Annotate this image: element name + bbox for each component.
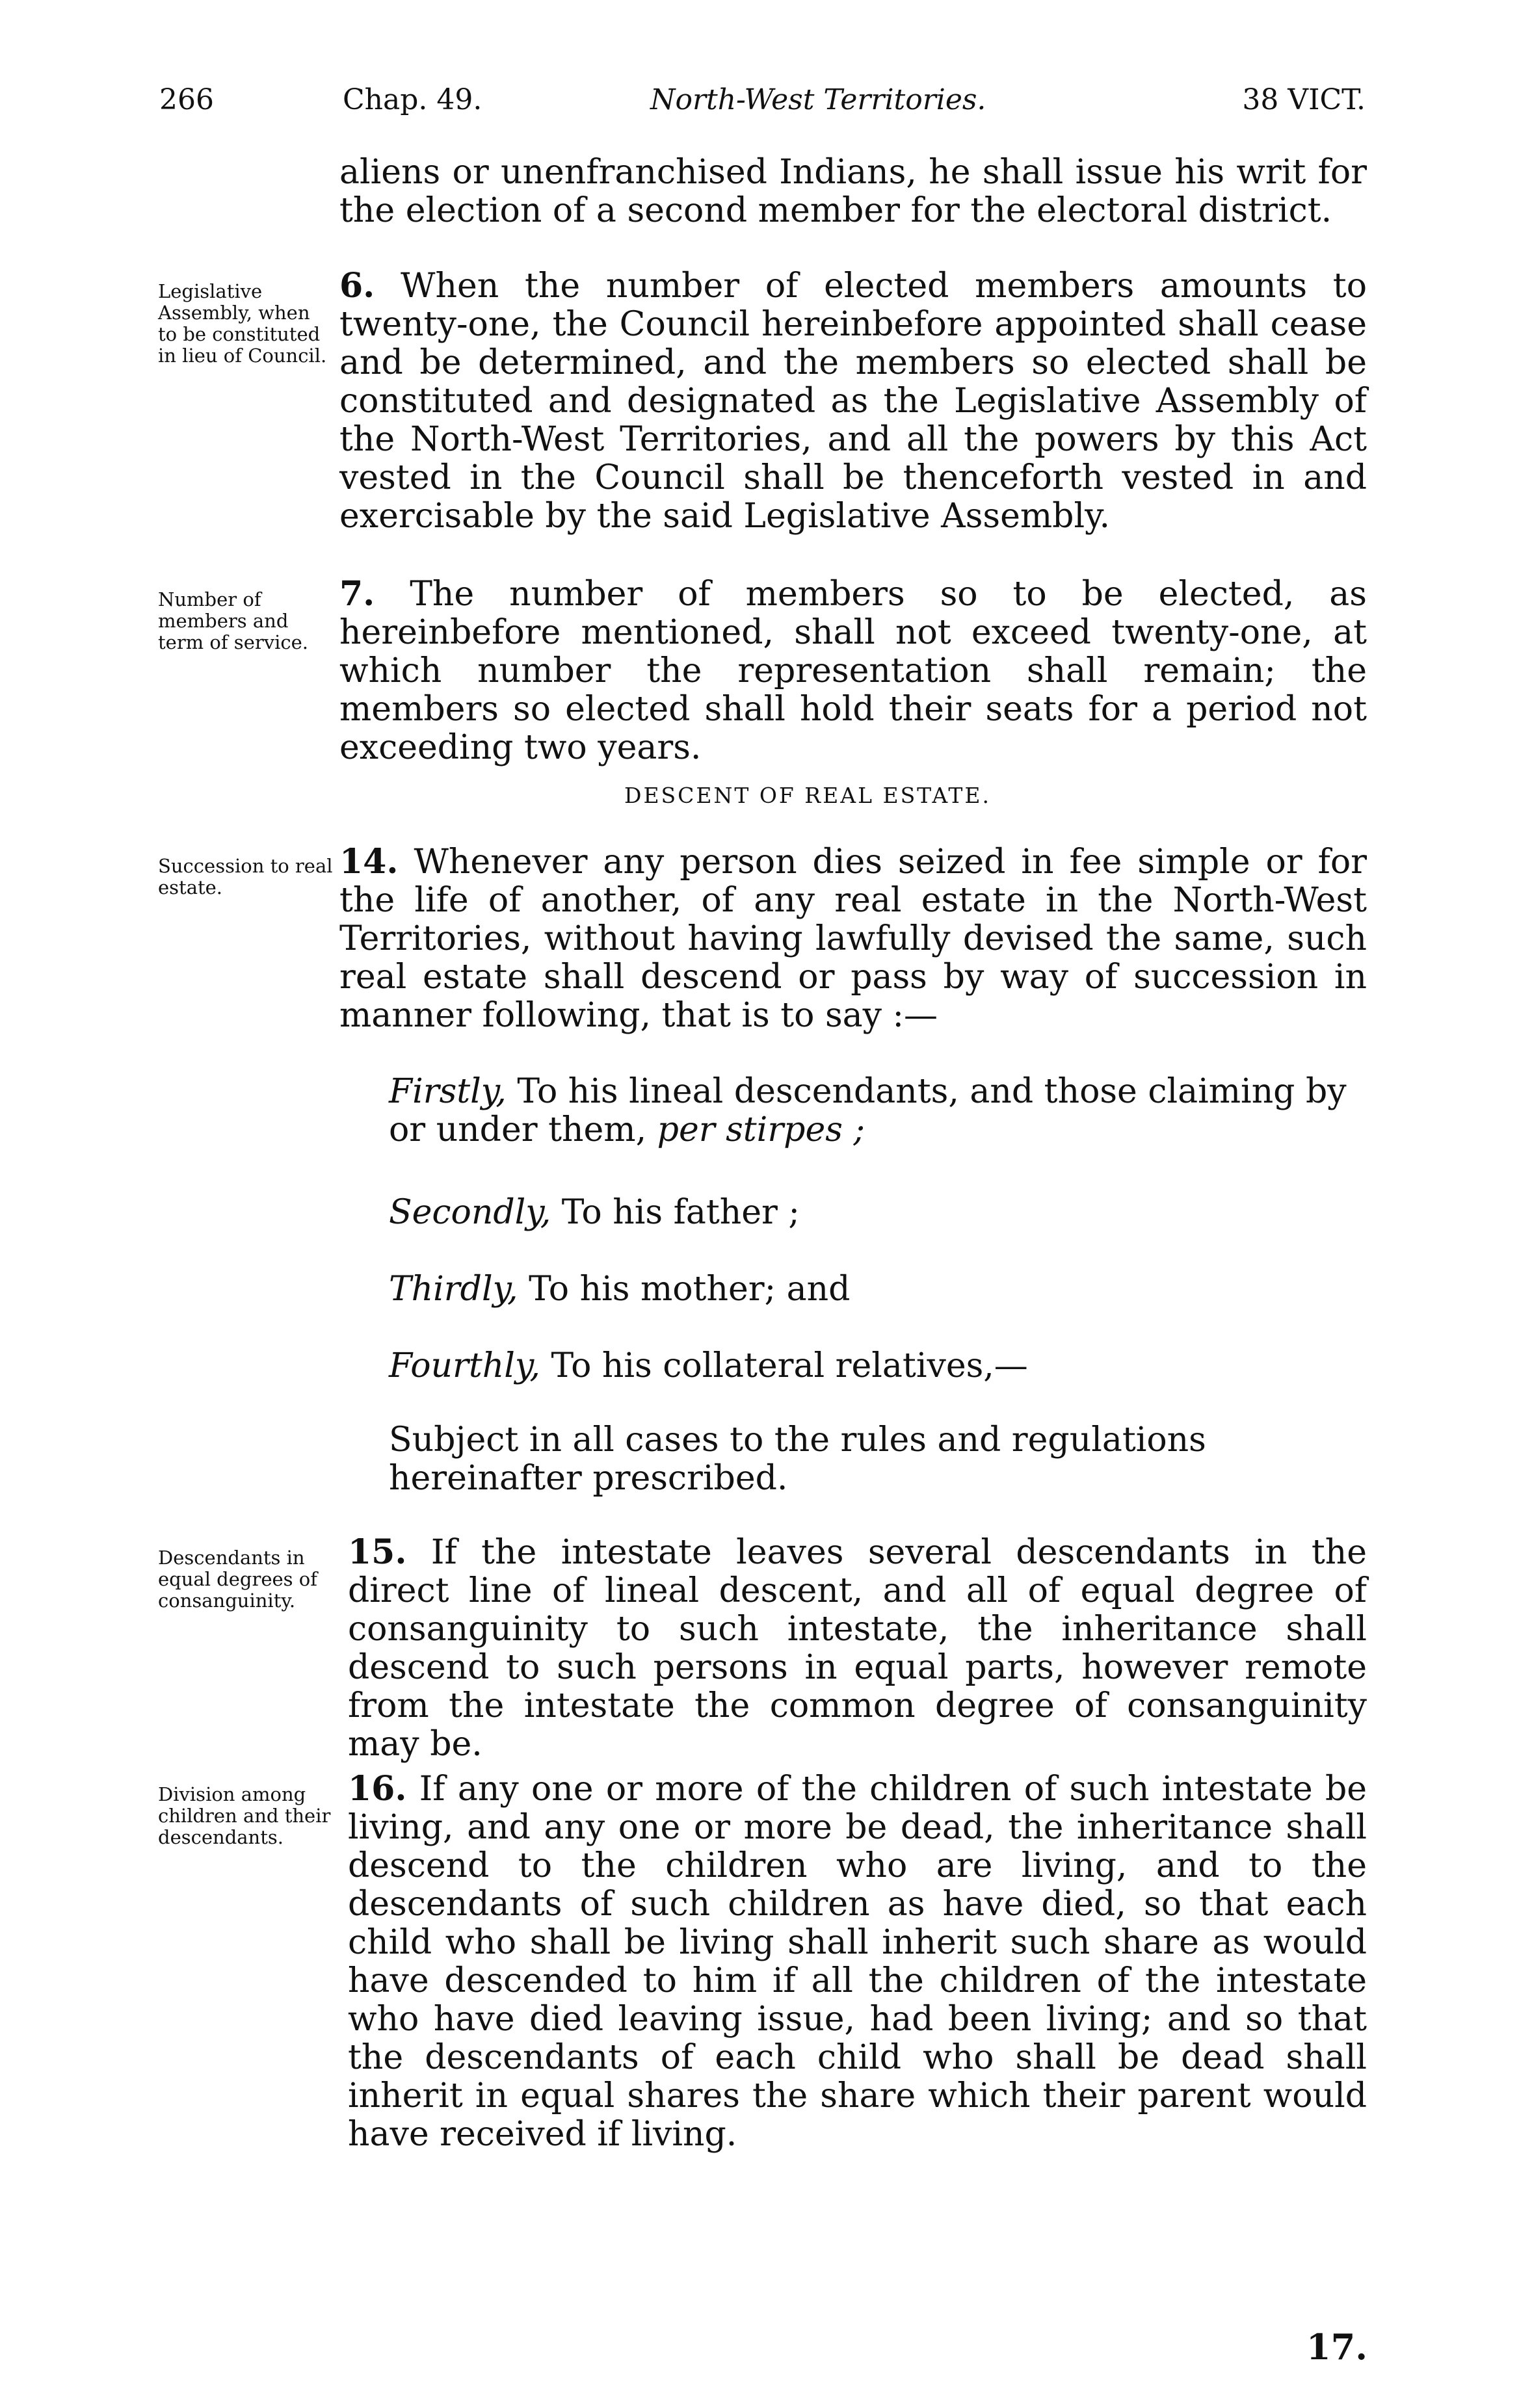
clause-text: To his lineal descendants, and those claiming by or under them, (389, 1072, 1347, 1149)
section-number: 6. (339, 266, 375, 306)
section-number: 7. (339, 574, 375, 614)
marginal-note-6: Legislative Assembly, when to be constituted in lieu of Council. (158, 280, 327, 367)
section-text: When the number of elected members amounts to twenty-one, the Council hereinbefore appointed shall cease and be determined, and the members so elected shall be constituted and designated as the Legislative Assembly of the North-West Territories, and all the powers by this Act vested in the Council shall be thenceforth vested in and exercisable by the said Legislative Assembly. (339, 267, 1367, 536)
marginal-note-14: Succession to real estate. (158, 855, 333, 898)
clause-thirdly (389, 1270, 1364, 1309)
continuation-paragraph: aliens or unenfranchised Indians, he shall issue his writ for the election of a second member for the electoral district. (339, 153, 1367, 230)
section-text: If any one or more of the children of such intestate be living, and any one or more be dead, the inheritance shall descend to the children who are living, and to the descendants of such children as have died, so that each child who shall be living shall inherit such share as would have descended to him if all the children of the intestate who have died leaving issue, had been living; and so that the descendants of each child who shall be dead shall inherit in equal shares the share which their parent would have received if living. (348, 1770, 1367, 2154)
section-6 (339, 267, 1367, 536)
clause-text: To his collateral relatives,— (551, 1346, 1028, 1385)
clause-lead: Firstly, (389, 1072, 507, 1111)
section-number: 15. (348, 1532, 407, 1572)
subject-clause: Subject in all cases to the rules and regulations hereinafter prescribed. (389, 1420, 1206, 1498)
section-number: 14. (339, 842, 399, 882)
section-text: If the intestate leaves several descendants in the direct line of lineal descent, and all of equal degree of consanguinity to such intestate, the inheritance shall descend to such persons in equal parts, however remote from the intestate the common degree of consanguinity may be. (348, 1533, 1367, 1764)
clause-lead: Secondly, (389, 1193, 551, 1232)
page-number: 266 (159, 83, 214, 116)
clause-text: To his mother; and (529, 1270, 851, 1309)
section-heading: DESCENT OF REAL ESTATE. (624, 783, 991, 808)
section-text: The number of members so to be elected, as hereinbefore mentioned, shall not exceed twenty-one, at which number the representation shall remain; the members so elected shall hold their seats for a period not exceeding two years. (339, 575, 1367, 767)
clause-secondly (389, 1194, 1364, 1232)
clause-fourthly (389, 1347, 1364, 1385)
marginal-note-16: Division among children and their descendants. (158, 1783, 331, 1848)
section-14 (339, 843, 1367, 1035)
clause-lead: Thirdly, (389, 1270, 518, 1309)
section-number: 16. (348, 1769, 407, 1809)
clause-tail: per stirpes ; (657, 1110, 865, 1149)
marginal-note-7: Number of members and term of service. (158, 588, 308, 653)
regnal-year: 38 VICT. (1242, 83, 1366, 116)
clause-lead: Fourthly, (389, 1346, 540, 1385)
chapter-label: Chap. 49. (343, 83, 482, 116)
section-text: Whenever any person dies seized in fee simple or for the life of another, of any real estate in the North-West Territories, without having lawfully devised the same, such real estate shall descend or pass by way of succession in manner following, that is to say :— (339, 843, 1367, 1035)
section-7 (339, 575, 1367, 767)
running-title: North-West Territories. (650, 83, 986, 116)
section-16 (348, 1770, 1367, 2154)
catchword: 17. (1306, 2326, 1367, 2368)
section-15 (348, 1533, 1367, 1764)
clause-firstly (389, 1073, 1364, 1149)
marginal-note-15: Descendants in equal degrees of consanguinity. (158, 1547, 317, 1612)
clause-text: To his father ; (561, 1193, 800, 1232)
running-header (159, 83, 1366, 129)
